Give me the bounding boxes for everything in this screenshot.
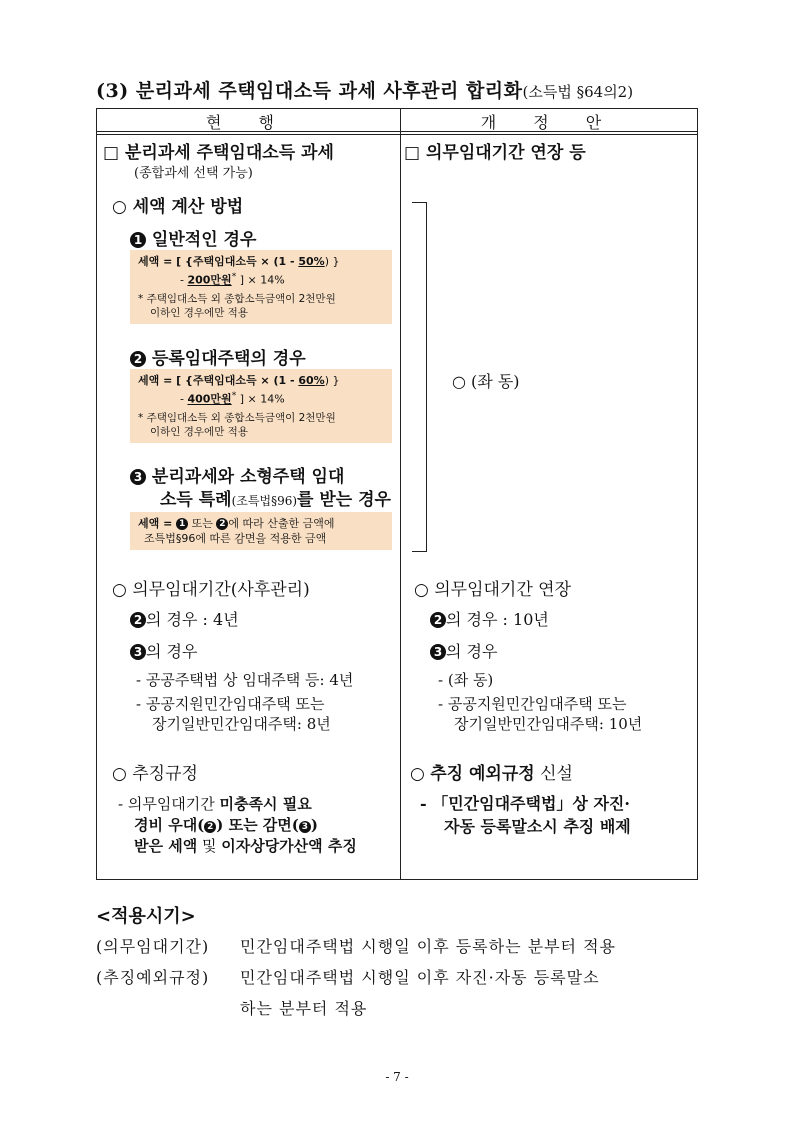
col-header-current: 현 행 — [206, 113, 290, 132]
case2-rate: 60% — [298, 374, 325, 387]
right-period-case2-text: 의 경우 : 10년 — [446, 610, 549, 629]
table-header-divider-double — [96, 134, 698, 135]
apply-row2-text2: 하는 분부터 적용 — [240, 999, 368, 1018]
left-period-case2 — [130, 607, 239, 630]
left-collect-l2a: 경비 우대( — [134, 816, 205, 834]
apply-row1-label: (의무임대기간) — [96, 937, 210, 956]
title-ref: (소득법 §64의2) — [522, 83, 634, 101]
left-heading: □ 분리과세 주택임대소득 과세 — [103, 143, 334, 163]
left-collect-l2 — [134, 815, 318, 835]
case2-minus: - — [180, 392, 188, 406]
apply-row1-text: 민간임대주택법 시행일 이후 등록하는 분부터 적용 — [240, 937, 617, 956]
circle-number-icon: 2 — [130, 351, 146, 367]
title-main: (3) 분리과세 주택임대소득 과세 사후관리 합리화 — [96, 80, 523, 102]
left-period-d2b: 장기일반민간임대주택: 8년 — [152, 715, 331, 733]
case1-title — [130, 225, 256, 250]
right-period-d1: - (좌 동) — [438, 671, 494, 689]
left-heading-sub: (종합과세 선택 가능) — [134, 166, 253, 181]
left-collect-l3a: 받은 세액 — [134, 837, 198, 855]
circle-number-icon: 2 — [430, 612, 446, 628]
apply-row2-text1: 민간임대주택법 시행일 이후 자진·자동 등록말소 — [240, 968, 600, 987]
circle-number-icon: 2 — [216, 518, 228, 530]
case1-title-text: 일반적인 경우 — [151, 230, 257, 250]
left-period-d2a: - 공공지원민간임대주택 또는 — [136, 695, 325, 713]
case2-star: * — [231, 390, 237, 401]
case3-formula-box — [130, 512, 392, 550]
case3-title-text: 분리과세와 소형주택 임대 — [151, 467, 345, 487]
right-period-case3-text: 의 경우 — [446, 642, 498, 661]
right-collect-l2: 자동 등록말소시 추징 배제 — [444, 817, 631, 836]
case1-star: * — [231, 271, 237, 282]
case1-deduction: 200만원 — [187, 273, 232, 287]
col-header-revised: 개 정 안 — [480, 113, 618, 132]
case2-title-text: 등록임대주택의 경우 — [151, 349, 306, 369]
right-period-title: ○ 의무임대기간 연장 — [414, 580, 572, 600]
same-as-left-bracket — [412, 202, 427, 552]
circle-number-icon: 3 — [299, 821, 311, 833]
right-collect-title-a: ○ — [410, 764, 431, 784]
circle-number-icon: 3 — [430, 644, 446, 660]
page-title — [96, 76, 633, 103]
case3-formula-mid: 또는 — [188, 517, 217, 530]
right-collect-title — [410, 759, 573, 784]
case1-formula-l1-end: ) } — [324, 255, 340, 268]
left-collect-l3b: 및 — [197, 837, 222, 855]
page-number: - 7 - — [385, 1070, 409, 1084]
left-collect-l2b: ) 또는 감면( — [216, 816, 299, 834]
left-collect-l3c: 이자상당가산액 추징 — [221, 837, 357, 855]
case1-note-l1: * 주택임대소득 외 종합소득금액이 2천만원 — [138, 292, 336, 305]
left-period-title: ○ 의무임대기간(사후관리) — [112, 580, 310, 600]
left-collect-l1a: - 의무임대기간 — [118, 795, 220, 813]
left-collect-l2c: ) — [310, 816, 318, 834]
left-period-case3-text: 의 경우 — [146, 642, 198, 661]
circle-number-icon: 1 — [130, 232, 146, 248]
left-collect-l1 — [118, 794, 312, 814]
left-collect-title: ○ 추징규정 — [112, 764, 198, 784]
case3-title-l1 — [130, 462, 344, 487]
case2-deduction: 400만원 — [187, 392, 232, 406]
right-collect-l1a: - — [420, 794, 433, 813]
right-collect-title-c: 신설 — [534, 764, 573, 784]
right-collect-title-b: 추징 예외규정 — [430, 764, 535, 784]
case2-formula-l2-end: ] × 14% — [236, 392, 285, 406]
case2-note-l1: * 주택임대소득 외 종합소득금액이 2천만원 — [138, 411, 336, 424]
case1-formula-box — [130, 250, 392, 324]
case3-formula-end: 에 따라 산출한 금액에 — [228, 517, 335, 530]
left-period-case3 — [130, 639, 197, 662]
case1-formula-l1: 세액 = [ {주택임대소득 × (1 - — [138, 255, 299, 268]
right-period-case2 — [430, 607, 549, 630]
left-collect-l1b: 미충족시 필요 — [219, 795, 312, 813]
right-collect-l1c: 상 자진· — [572, 794, 630, 813]
left-collect-l3 — [134, 836, 357, 856]
circle-number-icon: 3 — [130, 644, 146, 660]
case3-formula-pre: 세액 = — [138, 517, 177, 530]
case1-rate: 50% — [298, 255, 325, 268]
circle-number-icon: 2 — [204, 821, 216, 833]
apply-row2-label: (추징예외규정) — [96, 968, 210, 987]
case1-minus: - — [180, 273, 188, 287]
case3-title-l2a: 소득 특례 — [160, 490, 232, 510]
case1-formula-l2-end: ] × 14% — [236, 273, 285, 287]
case3-title-l2 — [160, 485, 391, 510]
calc-title: ○ 세액 계산 방법 — [112, 197, 244, 217]
right-collect-l1b: 「민간임대주택법」 — [432, 794, 573, 813]
case1-note-l2: 이하인 경우에만 적용 — [150, 306, 248, 319]
circle-number-icon: 3 — [130, 469, 146, 485]
case2-note-l2: 이하인 경우에만 적용 — [150, 425, 248, 438]
left-period-d1: - 공공주택법 상 임대주택 등: 4년 — [136, 671, 354, 689]
case3-title-l2b: 를 받는 경우 — [297, 490, 391, 510]
apply-heading: <적용시기> — [96, 906, 196, 927]
case2-formula-box — [130, 369, 392, 443]
case2-formula-l1: 세액 = [ {주택임대소득 × (1 - — [138, 374, 299, 387]
case3-title-ref: (조특법§96) — [231, 494, 298, 508]
right-collect-l1 — [420, 794, 630, 814]
right-period-d2a: - 공공지원민간임대주택 또는 — [438, 695, 627, 713]
right-period-d2b: 장기일반민간임대주택: 10년 — [454, 715, 643, 733]
table-column-divider — [400, 108, 401, 880]
right-period-case3 — [430, 639, 497, 662]
right-same: ○ (좌 동) — [452, 372, 520, 391]
circle-number-icon: 2 — [130, 612, 146, 628]
case2-title — [130, 344, 306, 369]
right-heading: □ 의무임대기간 연장 등 — [404, 143, 586, 163]
left-period-case2-text: 의 경우 : 4년 — [146, 610, 239, 629]
case3-formula-l2: 조특법§96에 따른 감면을 적용한 금액 — [144, 532, 327, 545]
circle-number-icon: 1 — [176, 518, 188, 530]
case2-formula-l1-end: ) } — [324, 374, 340, 387]
